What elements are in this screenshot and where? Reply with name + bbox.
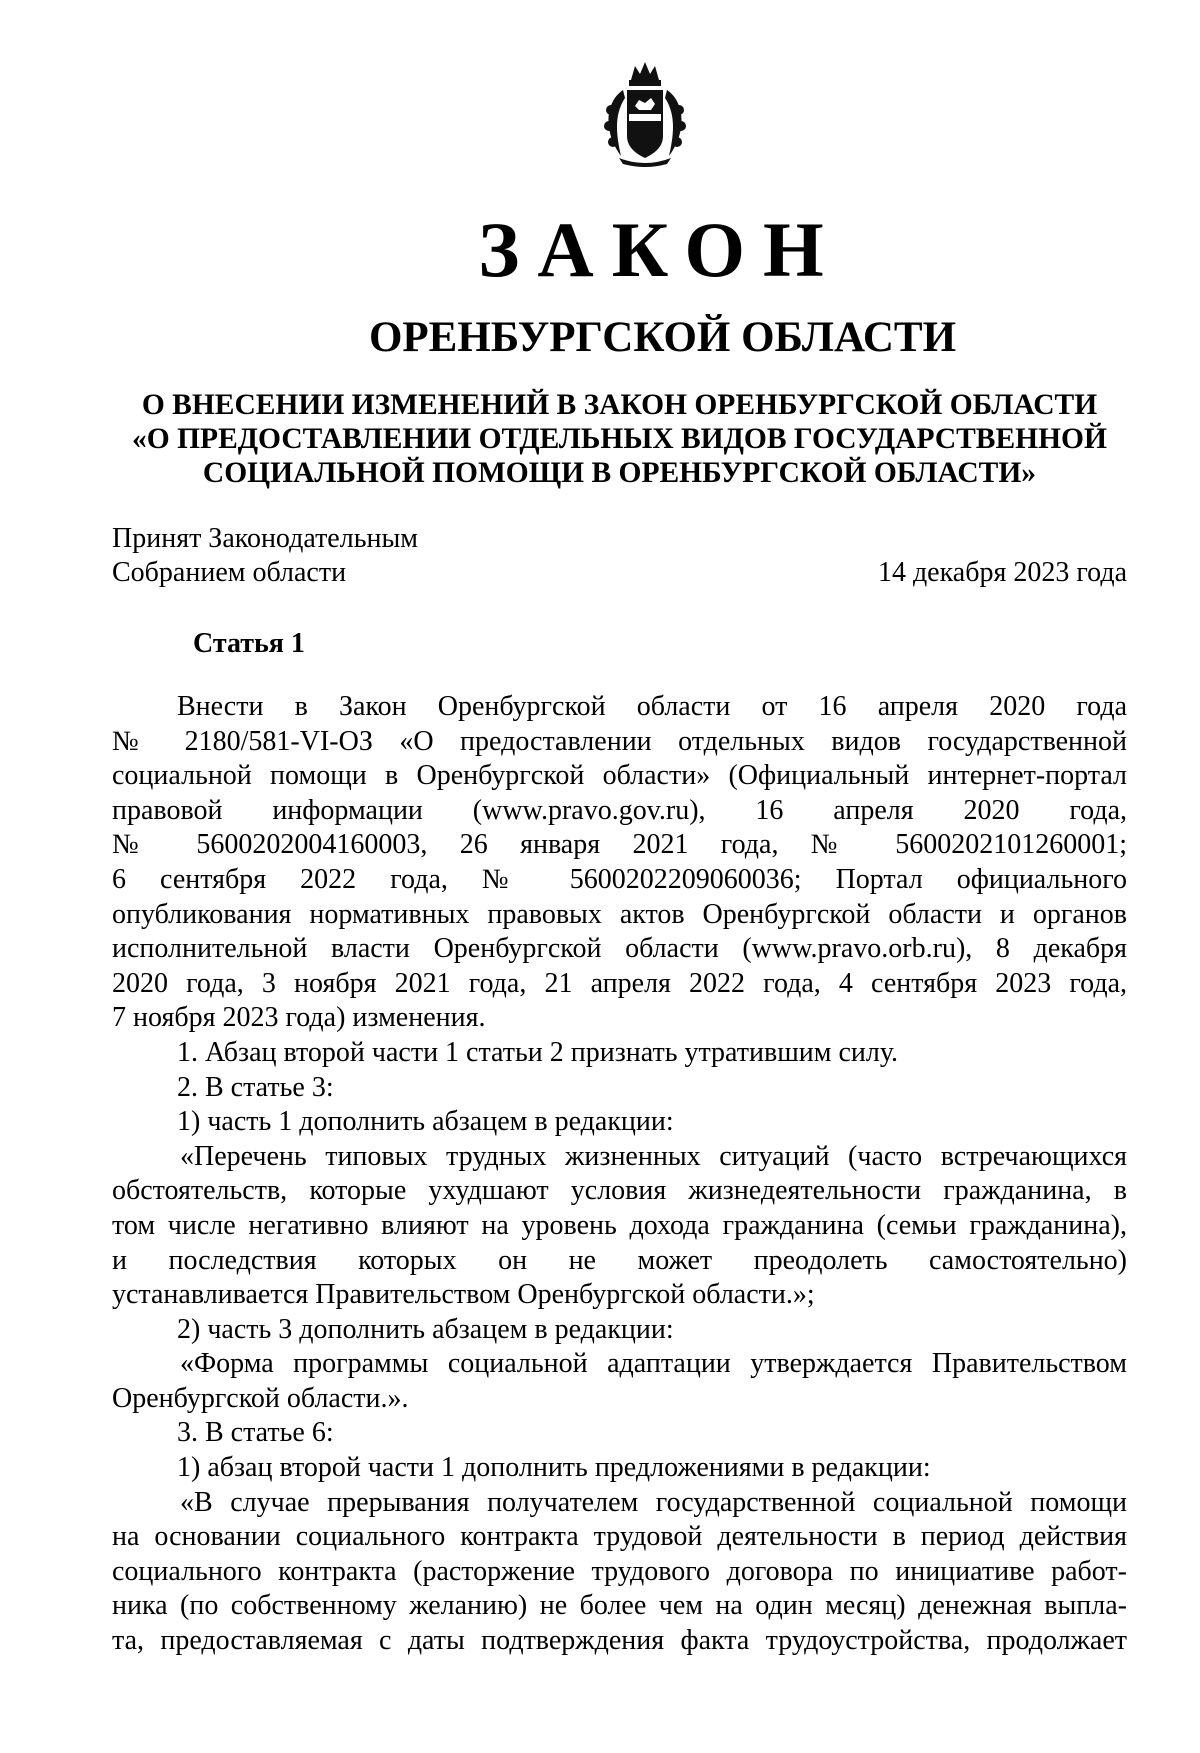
law-name-line: СОЦИАЛЬНОЙ ПОМОЩИ В ОРЕНБУРГСКОЙ ОБЛАСТИ» xyxy=(202,457,1037,489)
adoption-line: Принят Законодательным xyxy=(112,523,418,554)
text-line: «Форма программы социальной адаптации утверждается Правительством xyxy=(180,1348,1127,1380)
text-line: и последствия которых он не может преодолеть самостоятельно) xyxy=(112,1244,1127,1276)
text-line: 7 ноября 2023 года) изменения. xyxy=(112,1002,486,1034)
article-body xyxy=(112,690,1127,1659)
text-line: социального контракта (расторжение трудового договора по инициативе работ- xyxy=(112,1555,1127,1587)
text-line: 1) часть 1 дополнить абзацем в редакции: xyxy=(177,1106,674,1138)
text-line: ника (по собственному желанию) не более чем на один месяц) денежная выпла- xyxy=(112,1590,1127,1622)
text-line: № 5600202004160003, 26 января 2021 года, № 5600202101260001; xyxy=(112,829,1127,861)
text-line: опубликования нормативных правовых актов Оренбургской области и органов xyxy=(112,898,1127,930)
article-heading: Статья 1 xyxy=(193,628,305,659)
text-line: 2. В статье 3: xyxy=(177,1071,334,1103)
text-line: 2) часть 3 дополнить абзацем в редакции: xyxy=(177,1313,674,1345)
text-line: Внести в Закон Оренбургской области от 16 апреля 2020 года xyxy=(177,691,1127,722)
text-line: 1. Абзац второй части 1 статьи 2 признать утратившим силу. xyxy=(177,1036,899,1068)
text-line: правовой информации (www.pravo.gov.ru), 16 апреля 2020 года, xyxy=(112,794,1127,826)
text-line: № 2180/581-VI-ОЗ «О предоставлении отдельных видов государственной xyxy=(112,725,1127,757)
text-line: та, предоставляемая с даты подтверждения факта трудоустройства, продолжает xyxy=(112,1625,1127,1657)
adoption-line: Собранием области xyxy=(112,557,347,588)
text-line: «Перечень типовых трудных жизненных ситуаций (часто встречающихся xyxy=(180,1140,1127,1172)
document-title: ЗАКОН xyxy=(478,206,842,293)
text-line: Оренбургской области.». xyxy=(112,1382,409,1414)
document-subtitle: ОРЕНБУРГСКОЙ ОБЛАСТИ xyxy=(368,314,957,361)
law-name xyxy=(112,388,1127,490)
text-line: 1) абзац второй части 1 дополнить предложениями в редакции: xyxy=(177,1452,931,1484)
text-line: 6 сентября 2022 года, № 5600202209060036; Портал официального xyxy=(112,863,1127,895)
text-line: «В случае прерывания получателем государственной социальной помощи xyxy=(180,1486,1127,1518)
adoption-block xyxy=(112,522,1127,590)
coat-of-arms-icon xyxy=(595,58,695,168)
text-line: исполнительной власти Оренбургской области (www.pravo.orb.ru), 8 декабря xyxy=(112,933,1127,965)
law-name-line: «О ПРЕДОСТАВЛЕНИИ ОТДЕЛЬНЫХ ВИДОВ ГОСУДАРСТВЕННОЙ xyxy=(132,423,1107,455)
law-name-line: О ВНЕСЕНИИ ИЗМЕНЕНИЙ В ЗАКОН ОРЕНБУРГСКОЙ ОБЛАСТИ xyxy=(141,389,1098,421)
text-line: 2020 года, 3 ноября 2021 года, 21 апреля 2022 года, 4 сентября 2023 года, xyxy=(112,967,1127,999)
text-line: социальной помощи в Оренбургской области» (Официальный интернет-портал xyxy=(112,760,1127,792)
text-line: 3. В статье 6: xyxy=(177,1417,334,1449)
adoption-date: 14 декабря 2023 года xyxy=(877,557,1127,588)
text-line: устанавливается Правительством Оренбургской области.»; xyxy=(112,1279,815,1311)
text-line: обстоятельств, которые ухудшают условия жизнедеятельности гражданина, в xyxy=(112,1175,1127,1207)
text-line: на основании социального контракта трудовой деятельности в период действия xyxy=(112,1521,1127,1553)
text-line: том числе негативно влияют на уровень дохода гражданина (семьи гражданина), xyxy=(112,1209,1127,1241)
